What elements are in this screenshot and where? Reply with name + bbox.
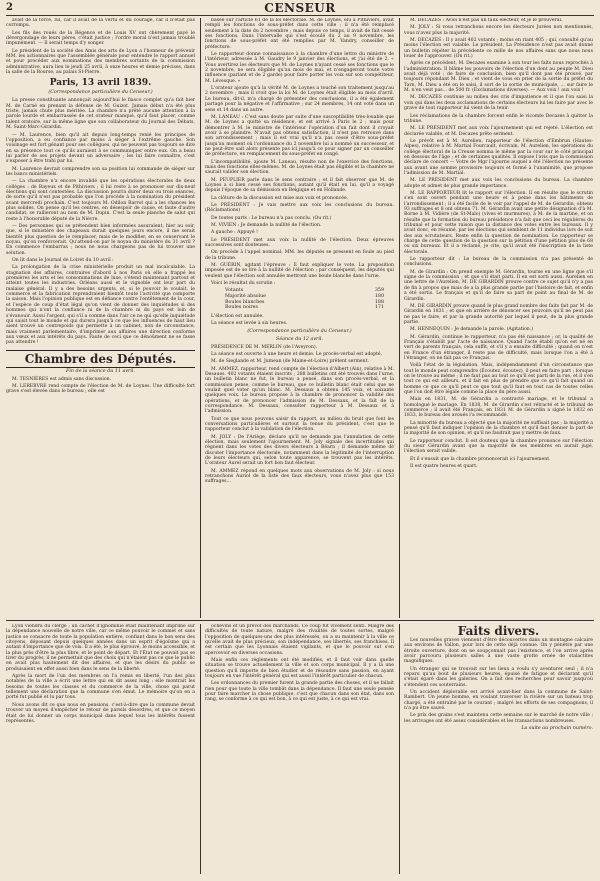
paragraph: Mais enfin ces règlements ont été modifiés, et il faut voir dans quelle situation se trouve actuellement la ville et son corps municipal. Il y a là une question qu'il importe de bien étudier et de résoudre sans passion, en ayant toujours en vue l'intérêt général qui est aussi l'intérêt particulier de chacun.	[205, 658, 394, 680]
paragraph: M. HENNEQUIN : Je demande la parole. (Agitation.)	[410, 327, 533, 333]
column-2	[205, 18, 394, 618]
masthead-title: CENSEUR	[264, 1, 336, 15]
vote-label: Votants	[225, 288, 244, 294]
paragraph: L'élection est annulée.	[211, 313, 264, 319]
vote-value: 188	[374, 299, 384, 305]
paragraph: On procède à l'appel nominal. MM. les députés se pressent en foule au pied de la tribune.	[205, 250, 394, 261]
paragraph: La séance est ouverte à une heure et demie. Le procès-verbal est adopté.	[211, 351, 383, 357]
paragraph: M. GUÉRIN, agitant l'épreuve : Il faut expliquer le vote. La proposition imposée est de se lire à la nullité de l'élection ; par conséquent, les députés qui veulent que l'élection soit annulée mettront une boule blanche dans l'urne.	[205, 263, 394, 279]
vote-value: 359	[374, 288, 384, 294]
paragraph: On lit dans le Journal de Loiret du 10 avril :	[12, 258, 114, 264]
paragraph: Nous avons dit ce que nous en pensions, c'est-à-dire que la commune devait trouver un moyen d'empêcher le retour de pareils désordres, et que ce moyen était de lui donner un corps municipal dans lequel tous les intérêts fussent représentés.	[6, 702, 195, 724]
paragraph: Et il s'ensuit que la chambre prononcerait ici l'ajournement.	[410, 456, 551, 462]
paragraph: M. DECAZES : Il y avait 402 votants ; moins en riant 405 ; qui, consulté qu'au moins l'élection est valable. Le président, La Présidence n'est pas avait donné un bulletin répéter la précédente ce mille de nos affaires sans que nous nous louer de l'approuver. (On rit.)	[404, 38, 593, 60]
paragraph: Les nouvelles graves viennent d'être découvertes dans un montagne calcaire aux environs de Vallon, pour lors de cette déjà connue. On y pénètre par une étroite ouverture, dont on ne soupçonnait pas l'existence, et l'on arrive après avoir parcouru plusieurs salles à une vaste grotte ornée de stalactites magnifiques.	[404, 638, 593, 665]
column-divider	[200, 18, 201, 618]
paragraph: M. de Girardin : On prend exemple M. Gérardin, tourne en une ligne que s'il signe de la commission ; et que s'il était parti. Il en est sorti aussi. Aurelien en une lettre de l'Aurelien, M. DE GIRARDIN prouve contre ce sujet qu'il n'y a pas de fin à propos que mais de a la plus grande partie par l'histoire de fait, et enfin a été sortis. Le français et qu'il de faire sa part de point au final de M. de Girardin.	[404, 269, 593, 302]
paragraph: M. JOLY : Si vous retranchons encore les électeurs Jurées non mentionnés, vous n'avez plus la majorité.	[404, 25, 593, 36]
header-rule	[6, 15, 594, 16]
paragraph: Lyon viendra du clergé ; un cachet d'ignominie était maintenant imprimé sur la dépendance nouvelle de notre ville, car ce même pouvoir le commet et sans justice se consacre de toute la population entière, confiant dans le bon sens des citoyens, déposant depuis quelques années dans un esprit d'égoïsme qui a autant d'importance que de voix. Il a été, le plus éprouvé, le moins accessible, et la plus près d'être la plus libre, et le point de départ. Et l'État ne pouvait pas se tirer du progrès, il ne permettait que des choix qui n'étaient pas ce que le public en avait plus hautement dit des affaires, et que les désirs du public se produisaient en effet aussi bien dans le sens de la liberté.	[6, 624, 195, 672]
paragraph: La presse constituante annonçait aujourd'hui le fiasco complet qu'a fait hier M. de Carné en prenant la défense de M. Guizot. Jamais début n'a été plus triste, jamais chute plus méritée. La chambre n'a prêté aucune attention à la parole lourde et embarrassée de cet orateur manqué, qu'il faut placer, comme talent oratoire, sur la même ligne que son collaborateur du Journal des Débats, M. Saint-Marc-Girardin.	[6, 98, 195, 131]
paragraph: Un étranger qui se trouvait sur les lieux a voulu s'y aventurer seul ; il n'a reparu qu'au bout de plusieurs heures, épuisé de fatigue et déclarant qu'il s'était égaré dans les galeries. On a fait des recherches pour savoir jusqu'où s'étendent ces souterrains.	[404, 666, 593, 688]
paragraph: basée sur l'article 61 de la loi électorale. M. de Loynes, élu à Pithiviers, avait rempli les fonctions de sous-préfet dans cette ville ; il n'a été remplacé seulement à la date du 2 novembre ; mais depuis ce temps, il avait de fait cessé ses fonctions. Dans l'intervalle qui s'est écoulé du 2 au 9 novembre, les fonctions de sous-préfet ont été remplies par M. Vandry, conseiller de préfecture.	[205, 18, 394, 50]
paragraph: La prolongation de la crise ministérielle produit un mal incalculable. La stagnation des affaires, contraires d'abord à nos Paris où elle a frappé les premières les arts et les consommations de luxe, s'étend maintenant partout et atteint toutes les industries. Orléans aussi et le vignoble ont leur part du malaise général. Il y a des besoins urgents, et, si le pouvoir le voulait, le commerce et la fabrication reprendraient bientôt toute l'activité que comporte la saison. Mais l'opinion publique est en défiance contre l'entêtement de la cour, et l'espèce de coup d'état légal qu'on vient de donner des inquiétudes si des hommes qui n'ont la confiance ni de la chambre ni du pays est loin de s'évanouir. Aussi l'argent, qui s'il a comme dans l'air ce ne qui qu'elle inquiétude qui saisit tout le monde et qui durera jusqu'à ce que les influences de haut lieu aient trouvé un contrepoids qui permette à un cabinet, non de circonstance, mais vraiment parlementaire, d'imprimer aux affaires une direction conforme aux vœux et aux intérêts du pays. Faute de ceci que ce dénoûment ne se fasse pas attendre !	[6, 265, 195, 346]
paragraph: M. TESNIÈRES est admis sans discussion.	[12, 376, 112, 382]
paragraph: M. Laurence devrait comprendre son sa position lui commande de siéger sur les bancs ministériels.	[6, 166, 195, 177]
paragraph: Les fils des roués de la Régence et de Louis XV ont chèrement payé le dévergondage de leurs pères, c'était justice ; l'ordre moral n'est jamais troublé impunément. — Il serait temps d'y songer.	[6, 30, 195, 47]
vote-tally	[225, 288, 384, 310]
paragraph: Le prévôt est à M. Aurelien, rapporteur de l'élection d'Embrun (Hautes-Alpes), relative à M. Martial Fourcault, écrivain. M. Aurelien, les opérations du collège électoral de la Creuse nomma le même par la cour sur le côté principal en dessous de l'âge ; et de certaines qualités. Il expose l'avis que la commission déclare de concert — Votre de Mgr l'ajourne auquel a été l'élection ne présente aux avant une somme provisoire toujours et formé à l'unanimité, que propose l'admission de M. Martial.	[404, 138, 593, 176]
paragraph: M. AMMEZ répond en quelques mots aux observations de M. Joly : si nous retranchons Auriol de la liste des faux électeurs, vous n'avez plus que 153 suffrages...	[205, 468, 394, 485]
paragraph: Le rapporteur conclut. Il est douteux que la chambre prononce sur l'élection du sieur Gérardin avant que la majorité de ses membres en aurait jugé, l'élection serait valide.	[404, 438, 593, 455]
paragraph: L'incompatibilité, ajoute M. Laneau, résulte non de l'exercice des fonctions, mais des fonctions elles-mêmes. M. de Loynes était pas éligible et la chambre ne saurait valider son élection.	[205, 159, 394, 176]
paragraph: Le PRÉSIDENT met aux voix la nullité de l'élection. Deux épreuves successives sont douteuses.	[205, 237, 394, 249]
paragraph: M. de Sieglande et M. Jumean (de Maine-et-Loire) prêtent serment.	[211, 359, 369, 365]
paragraph: PRÉSIDENCE DE M. MERLIN (de l'Aveyron).	[211, 344, 318, 350]
vote-label: Boules blanches	[225, 299, 265, 305]
paragraph: Après ce précédent, M. Decazes examine à son tour les faits nous reprochés à l'administration. Il blâme les pouvoirs de l'élection d'un dont au peuple M. Dieu avait déjà voté ; de faire de conclusion, bien qu'il dont pas été prouvé, par toujours répondant M. Dieu ; et vient de vous en prier de la sortie du préfet du Tarn, M. Dieu a été en le saisi, il sort de la sortie de municipale, ... sur faire le M. n'en veut pas... de 500 fr. (Exclamations diverses). — Aux voix ! aux voix !	[404, 61, 593, 94]
paragraph: Voilà l'état de la législation. Mais, indépendamment d'un circonstance que tout le monde peut comprendre (Écoutez, écoutez), il peut en faire part ; lorsque on le trouve au même ; il ne faut pas au tout ce qu'il est parti de la rue, et il s'en tout ce qui est ailleurs, et il fait en plus de prendre que ce qu'il fait quand un homme ce que ce qu'il peut ce que tout qu'il faut en tout cas de toutes celles que l'on doit être légale comme la place du père aussi.	[404, 363, 593, 395]
vote-value: 180	[374, 294, 384, 300]
page-number: 2	[6, 2, 13, 13]
paragraph: M. LE RAPPORTEUR lit le rapport sur l'élection. Il en résulte que le scrutin s'en sont ouvert pendant une heure et à peine dans les bâtiments de l'arrondissement ; il a été facile de le voir par l'appel de M. de Gérardin, obtenu 93 suffrages et 8 ont obtenu 71. M. Gérardin avait une petite désignation d'à M. Borne à M. Vidière (de St-Malo) (vives et murmures), à M. de la martine, et on résulte que la formation du bureau présidence n'a fait que ceci les régulières du tribunal et pour cette raison que la distance des votes entre les bureaux. Il y avait donc, en résumé, par les élections qui semblent de 11 individus lors de soit des aux scrutateurs. Reste enfin la question de nomination. Le rapporteur se charge de cette question de la question sur la pétition d'une pétition plus de 68 ou six bureaux. Et il a réclamé, je cite, qu'il avait été l'inscription de la liste électorale.	[404, 190, 593, 255]
paragraph: M. DE GIRARDIN prouve quand le plus grand nombre des faits fait par M. de Girardin en 1831 ; et que en arrière de dénoncer ses pouvoirs qu'il ne peut pas ne pas le faire, et par la grande autorité par lequel il peut, de la plus grande partie.	[404, 303, 593, 325]
paragraph: M. LE PRÉSIDENT met aux voix l'ajournement qui est rejeté. L'élection est déclarée valable, et M. Decazes prête serment.	[404, 126, 593, 137]
paragraph: M. DECAZES continue au milieu des cris d'impatience et il que l'on saisi la voix qui dans les deux acclamations de certains électeurs lui les faire par avec le grave de tout rapporteur lui vient de la tenir.	[404, 95, 593, 112]
section-subtitle: (Correspondance particulière du Censeur.)	[247, 328, 352, 334]
column-divider	[200, 624, 201, 874]
paragraph: Le président de la société des Amis des arts de Lyon a l'honneur de prévenir MM. les actionnaires que l'assemblée générale pour entendre le rapport annuel et pour procéder aux nominations des membres sortants de la commission administrative, aura lieu le jeudi 25 avril, à onze heures et demie précises, dans la salle de la Bourse, au palais St-Pierre.	[6, 48, 195, 76]
paragraph: — Des personnes qui se prétendent bien informées assuraient, hier au soir, que, si le ministère des chapeaux durait quelques jours encore, il me serait bientôt plus question de le remplacer, mais de le modifier, en se conservant le noyau, qu'on renforcerait. Qu'attend-on par le noyau du ministère du 31 avril ? En commence l'embarras ; nous ne nous chargeons pas de lui trouver une solution.	[6, 224, 195, 256]
vote-value: 171	[374, 305, 384, 311]
paragraph: — M. Laurence, bien qu'il ait depuis long-temps renié les principes de l'opposition, a eu confiance par moins à siéger à l'extrême gauche. Son voisinage est fort gênant pour ses collègues, qui ne peuvent pas toujours se dire en sa présence tout ce qu'ils auraient à se communiquer entre eux. On a beau lui parler de ses projets devant un adversaire ; les lui faire connaître, c'est s'exposer à être trahi par lui.	[6, 132, 195, 165]
column-1	[6, 18, 195, 618]
paragraph: Il est quatre heures et quart.	[410, 464, 478, 470]
paragraph: Les réclamations de la chambre forcent enfin le vicomte Decazes à quitter la tribune.	[404, 113, 593, 124]
page-header	[6, 2, 594, 14]
section-subtitle: (Correspondance particulière du Censeur.)	[48, 90, 153, 96]
paragraph: M. LEREBVRE rend compte de l'élection de M. de Loynes. Une difficulté fort grave s'est élevée dans le bureau ; elle est	[6, 383, 195, 395]
paragraph: A gauche : Appuyé !	[211, 230, 258, 236]
lower-column-2	[205, 624, 394, 874]
paragraph: M. LE PRÉSIDENT met aux voix les conclusions du bureau. La chambre adopte et admet de plus grande importance.	[404, 178, 593, 189]
paragraph: Le PRÉSIDENT : Je vais mettre aux voix les conclusions du bureau. (Réclamations)	[205, 203, 394, 214]
vote-row	[225, 305, 384, 311]
lower-column-3	[404, 624, 593, 874]
lower-column-1	[6, 624, 195, 874]
column-divider	[399, 624, 400, 874]
paragraph: avait de la force, lui, car il avait de la vertu et du courage, car il n'était pas corrompu.	[6, 18, 195, 29]
paragraph: M. DECAZES : Avioi n'est pas un faux électeur, et je le prouverai.	[410, 18, 563, 23]
section-heading-paris: Paris, 13 avril 1839.	[49, 78, 152, 89]
paragraph: Voici le résultat du scrutin :	[211, 281, 276, 287]
chamber-heading-box	[6, 350, 195, 368]
column-divider	[399, 18, 400, 618]
column-3	[404, 18, 593, 618]
paragraph: M. VIVIEN : Je demande la nullité de l'élection.	[211, 223, 322, 229]
vote-label: Boules noires	[225, 305, 258, 311]
paragraph: La minorité du bureau a objecté que la majorité ne suffisait pas ; la majorité a pensé qu'il faut indiquer l'opinion de la chambre et qu'il faut donner la part de la majorité de son opinion, et qu'il ne faudrait pas y mettre de faux.	[404, 420, 593, 437]
vote-label: Majorité absolue	[225, 294, 267, 300]
paragraph: Tout ce que nous pouvons saisir du rapport, au milieu du bruit que font les conversations particulières et surtout la tenue du président, c'est que le rapporteur conclut à la validation de l'élection.	[205, 416, 394, 433]
paragraph: ochevins et un prévôt des marchands. Ce coup fut vivement senti. Malgré des difficultés de toute nature, malgré des rivalités de toutes sortes, malgré l'opposition de quelques-uns des plus intéressés, on a su maintenir à la ville ce qu'elle avait de plus précieux, son indépendance, ses libertés, ses franchises. Il est certain que les Lyonnais étaient vigilants, et que le pouvoir sut s'en apercevoir en diverses occasions.	[205, 624, 394, 656]
section-heading-chambre: Chambre des Députés.	[24, 351, 177, 366]
paragraph: Le rapporteur donne connaissance à la chambre d'une lettre du ministre de l'intérieur, adressée à M. Gaudry le 9 janvier des élections, et j'ai été de 2. « Vous avertirez les électeurs que M. de Loynes n'ayant cessé ses fonctions que le 2 novembre, ne sera éligible qu'au mois de mai, et n'engageront toute votre influence (parlant et de 2 garde) pour faire porter les voix sur son compétiteur, M. Lévesque. »	[205, 52, 394, 84]
paragraph: La séance est levée à six heures.	[211, 321, 288, 327]
paragraph: La clôture de la discussion est mise aux voix et prononcée.	[211, 195, 349, 201]
paragraph: M. Gérardin, continue le rapporteur, n'a pas été naissance ; or, la qualité de Français s'établit par l'acte de naissance. Quand l'acte établi qu'on est né en vert de parents français, cela suffit, et s'il y a ensuite difficulté ; quand on n'est en France d'un étranger, il reste pas de difficulté, mais lorsque l'on a été à l'étranger, on ne fait pas ce Français.	[404, 334, 593, 361]
paragraph: M. AMMEZ, rapporteur, rend compte de l'élection d'Albert (Ain), relative à M. Desaues. 402 votants étaient inscrits ; 288 bulletins ont été trouvés dans l'urne, un bulletin blanc ne fut, le bureau a pensé, dans son procès-verbal, et la commission pense, comme le bureau, que ce bulletin blanc était celui que ne voulait quel voter qu'un blanc. M. Dessaux a obtenu 145 voix, et soixante quelques voix. Le bureau propose à la chambre de prononcer la validité des opérations, et de prononcer l'admission de M. Dessaux, et la fait de la correspondance. M. Dessaux, consulter rapporteur à M. Dessaux et à l'admission.	[205, 366, 394, 415]
section-subtitle: Séance du 12 avril.	[276, 336, 323, 342]
paragraph: Le prix des grains s'est maintenu cette semaine sur le marché de notre ville ; les arrivages ont été assez considérables et les transactions nombreuses.	[404, 713, 593, 724]
paragraph: L'orateur ajoute qu'à la vérité M. de Loynes a touché son traitement jusqu'au 2 novembre ; mais il croit que la loi M. de Loynes était éligible au mois d'avril. Le bureau, dit-il, m'a chargé de présenter des conclusions, il a été également partagé pour la négative et l'affirmative ; sur 24 membres, 14 ont voté dans un sens et 14 dans un autre.	[205, 86, 394, 113]
paragraph: — La chambre n'a encore invalidé que les opérations électorales de deux collèges : de Bayeux et de Pithiviers ; il lui reste à se prononcer sur dix-neuf élections qui sont contestées. La discussion pourra durer deux ou trois séances, de sorte qu'il n'est pas probable que l'on procède à la nomination du président avant mercredi prochain. C'est toujours M. Odilon Barrot qui a les chances les plus solides. On pense qu'il les centres, en désespoir de cause, et faute d'autre candidat, se rallieront au nom de M. Dupin. C'est la seule planche de salut qui reste à l'honorable député de la Nièvre.	[6, 179, 195, 222]
section-heading-faits-divers: Faits divers.	[457, 624, 540, 638]
paragraph: Mais en 1831, M. de Gérardin a contracté mariage, et le tribunal a homologué le mariage. En 1838, M. de Girardin s'est rétracté et le tribunal de commerce ; il avait été Français, en 1831 M. de Gérardin a signé le 1832 en 1833, le bureau des avoués l'a recommandé.	[404, 397, 593, 419]
paragraph: Après la mort de l'un des membres on l'a remis en liberté, l'un des plus notables de la ville a écrit une lettre qui en dit assez long : elle montrait les besoins de toutes les classes et du commerce de la ville, chose qui parut tellement une déclaration que la commune s'en émut. Le mémoire qu'on en a porté fut publié et lu par tous.	[6, 674, 195, 701]
paragraph: M. JOLY : De l'Ariège, déclare qu'il ne demande pas l'annulation de cette élection, mais seulement l'ajournement. M. Joly signale des incertitudes qui régnent dans les votes des divers électeurs à Béarn ; il demande même de discuter l'importance électorale, notamment dans la légitimité de l'interruption de leurs électeurs qui, selon toute apparence, se trouvent pas les intérêts. L'orateur Aurel serait un fort bon faut électeur.	[205, 434, 394, 467]
paragraph: Un accident déplorable est arrivé avant-hier dans la commune de Saint-Rambert. Un jeune homme, en voulant traverser la rivière sur un bateau trop chargé, a été entraîné par le courant ; malgré les efforts de ses compagnons, il n'a pu être sauvé.	[404, 690, 593, 712]
continuation-note: La suite au prochain numéro.	[521, 726, 593, 732]
section-break-rule	[6, 620, 594, 621]
paragraph: De toutes parts : Le bureau n'a pas conclu. (Ou rit.)	[211, 215, 332, 221]
paragraph: M. LANEAU : C'est sans doute par suite d'une susceptibilité très-louable que M. de Loynes a quitté sa résidence, et est arrivé à Paris le 2 ; mais pour démontrer à M. le ministre de l'intérieur l'opération d'un fait dont il croyait avoir à se plaindre. N'avait pas obtenu satisfaction, il n'est pas retrouvé dans son arrondissement ; mais il est vrai qu'il n'a pas cessé d'être sous-préfet jusqu'au moment où l'ordonnance du 2 novembre lui a nommé un successeur, et ne peut-être sait alors présente pas ici jusqu'à ce pour signer par un conseiller de préfecture, en remplacement du sous-préfet en congé.	[205, 114, 394, 158]
paragraph: Les ordonnances du premier furent la grande partie des choses, et il ne fallait rien pour que toute la ville tombât dans la dépendance. Il faut une seule pensée pour faire marcher la chose publique, c'est que chacun dans son état, dans son rang, se conforme à ce qui est bon, à ce qui est juste, à ce qui est vrai.	[205, 681, 394, 703]
section-subtitle: Fin de la séance du 11 avril.	[66, 368, 135, 374]
paragraph: Le rapporteur dit : Le bureau de la commission n'a pas présenté de conclusions.	[404, 257, 593, 268]
paragraph: M. PEUPLIER parle dans le sens contraire ; et il fait observer que M. de Loynes a si bien cessé ses fonctions, autant qu'il était en lui, qu'il a voyagé depuis l'époque de sa démission en Belgique et en Hollande.	[205, 177, 394, 194]
